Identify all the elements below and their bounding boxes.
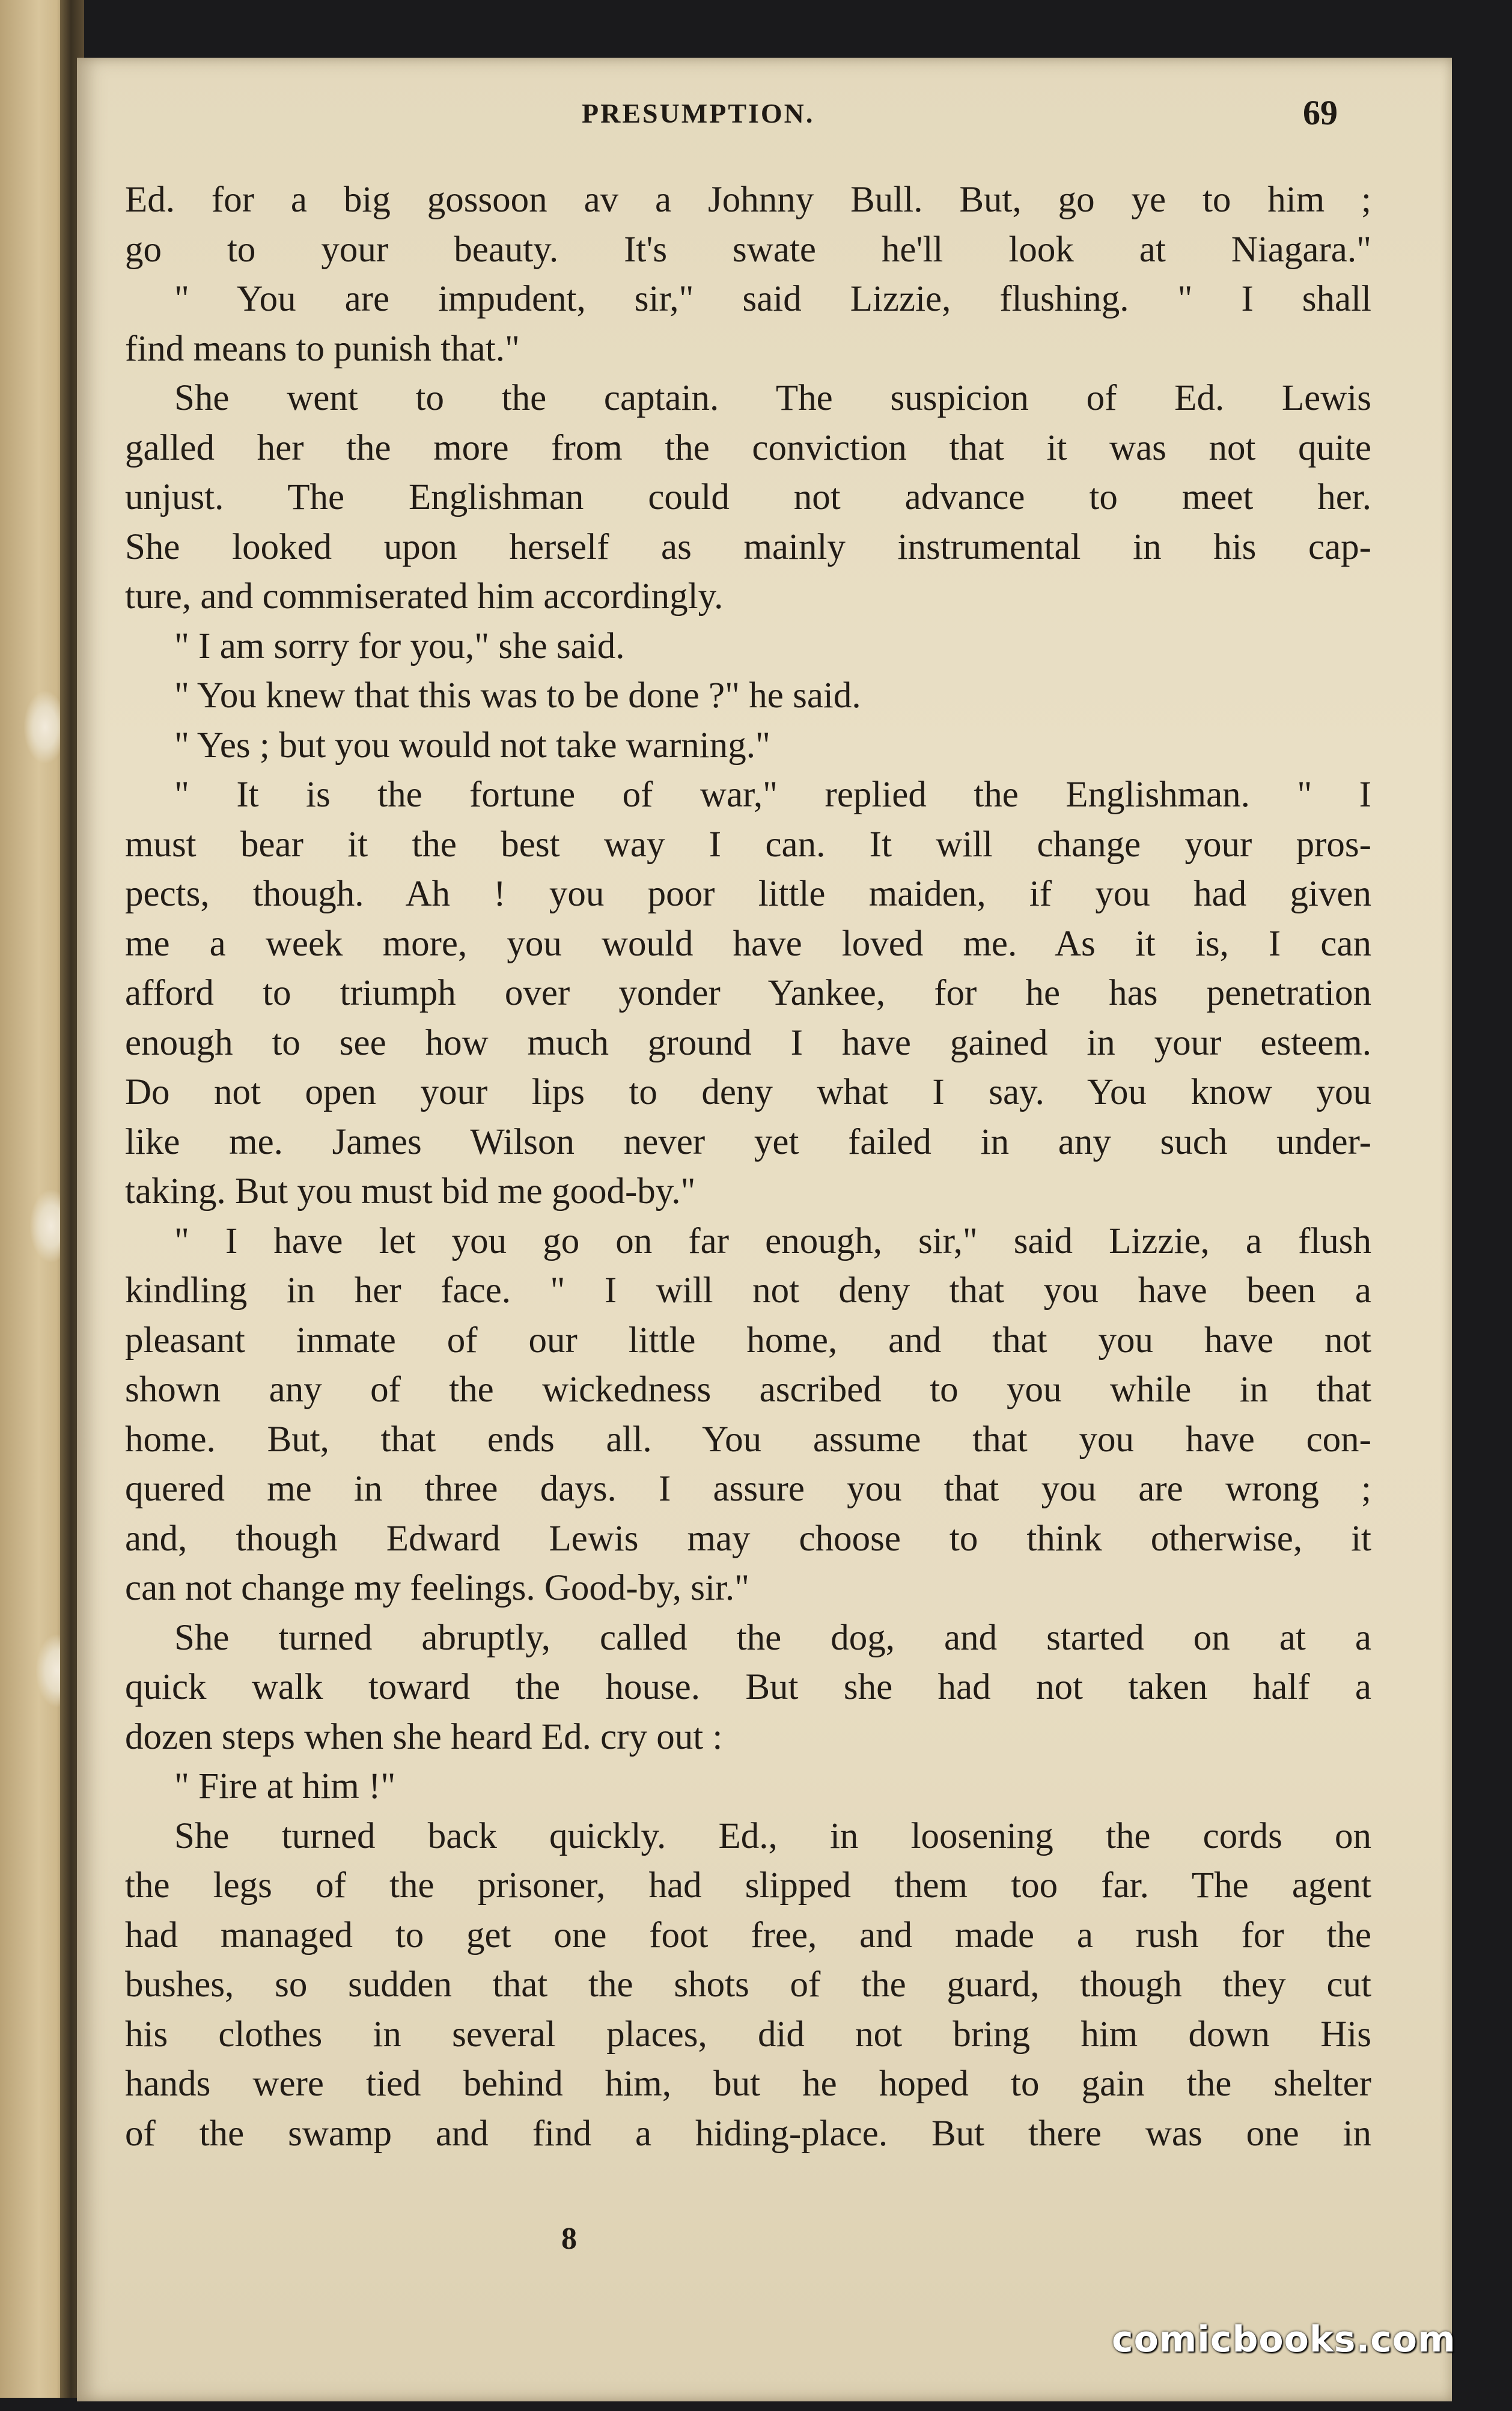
text-line: pleasant inmate of our little home, and that you have not <box>125 1320 1371 1361</box>
text-line: taking. But you must bid me good-by." <box>125 1171 696 1212</box>
text-line: She turned back quickly. Ed., in loosening the cords on <box>174 1815 1371 1856</box>
text-line: me a week more, you would have loved me. As it is, I can <box>125 923 1371 964</box>
text-line: bushes, so sudden that the shots of the guard, though they cut <box>125 1964 1371 2005</box>
text-line: Ed. for a big gossoon av a Johnny Bull. But, go ye to him ; <box>125 180 1371 220</box>
text-line: shown any of the wickedness ascribed to you while in that <box>125 1370 1371 1410</box>
text-line: ture, and commiserated him accordingly. <box>125 576 724 617</box>
running-head-title: PRESUMPTION. <box>582 98 815 129</box>
text-line: Do not open your lips to deny what I say. You know you <box>125 1072 1371 1112</box>
body-text <box>125 175 1371 2159</box>
running-head <box>77 93 1452 145</box>
signature-mark: 8 <box>561 2222 577 2256</box>
text-line: go to your beauty. It's swate he'll look at Niagara." <box>125 229 1371 270</box>
text-line: She looked upon herself as mainly instrumental in his cap- <box>125 526 1371 567</box>
text-line: had managed to get one foot free, and made a rush for the <box>125 1915 1371 1955</box>
text-line: " It is the fortune of war," replied the Englishman. " I <box>174 775 1371 815</box>
watermark: comicbooks.com <box>1112 2318 1456 2361</box>
book-page <box>77 58 1452 2401</box>
text-line: home. But, that ends all. You assume that you have con- <box>125 1419 1371 1460</box>
text-line: " You knew that this was to be done ?" he said. <box>174 675 861 716</box>
text-line: She turned abruptly, called the dog, and started on at a <box>174 1617 1371 1658</box>
text-line: quick walk toward the house. But she had not taken half a <box>125 1667 1371 1707</box>
text-line: can not change my feelings. Good-by, sir." <box>125 1568 750 1608</box>
text-line: " Yes ; but you would not take warning." <box>174 725 770 766</box>
text-line: enough to see how much ground I have gained in your esteem. <box>125 1022 1371 1063</box>
text-line: dozen steps when she heard Ed. cry out : <box>125 1716 723 1757</box>
text-line: " Fire at him !" <box>174 1766 396 1806</box>
text-line: " I have let you go on far enough, sir," said Lizzie, a flush <box>174 1221 1371 1261</box>
text-line: must bear it the best way I can. It will change your pros- <box>125 824 1371 865</box>
text-line: pects, though. Ah ! you poor little maiden, if you had given <box>125 874 1371 914</box>
text-line: find means to punish that." <box>125 328 520 369</box>
text-line: and, though Edward Lewis may choose to think otherwise, it <box>125 1518 1371 1559</box>
page-number: 69 <box>1303 93 1338 132</box>
text-line: hands were tied behind him, but he hoped to gain the shelter <box>125 2064 1371 2104</box>
text-line: the legs of the prisoner, had slipped them too far. The agent <box>125 1865 1371 1906</box>
text-line: galled her the more from the conviction that it was not quite <box>125 427 1371 468</box>
text-line: afford to triumph over yonder Yankee, for he has penetration <box>125 973 1371 1013</box>
text-line: unjust. The Englishman could not advance to meet her. <box>125 477 1371 517</box>
text-line: quered me in three days. I assure you that you are wrong ; <box>125 1469 1371 1509</box>
text-line: of the swamp and find a hiding-place. But there was one in <box>125 2113 1371 2154</box>
text-line: " You are impudent, sir," said Lizzie, flushing. " I shall <box>174 279 1371 319</box>
text-line: like me. James Wilson never yet failed in any such under- <box>125 1121 1371 1162</box>
text-line: She went to the captain. The suspicion of Ed. Lewis <box>174 378 1371 418</box>
text-line: kindling in her face. " I will not deny that you have been a <box>125 1270 1371 1311</box>
text-line: his clothes in several places, did not bring him down His <box>125 2014 1371 2055</box>
text-line: " I am sorry for you," she said. <box>174 626 625 666</box>
